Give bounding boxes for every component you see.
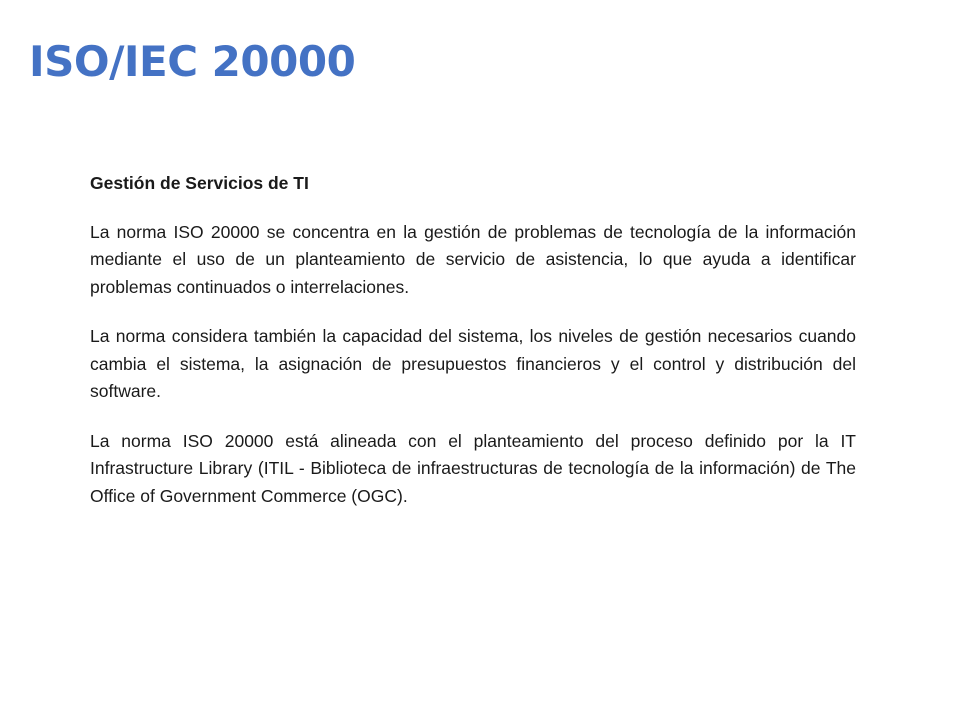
slide-content bbox=[90, 170, 856, 532]
slide-title: ISO/IEC 20000 bbox=[29, 37, 356, 86]
paragraph-system-capacity: La norma considera también la capacidad del sistema, los niveles de gestión necesarios cuando cambia el sistema, la asignación de presupuestos financieros y el control y distribución del software. bbox=[90, 326, 856, 401]
paragraph-problem-management: La norma ISO 20000 se concentra en la gestión de problemas de tecnología de la información mediante el uso de un planteamiento de servicio de asistencia, lo que ayuda a identificar problemas continuados o interrelaciones. bbox=[90, 221, 856, 297]
section-subtitle: Gestión de Servicios de TI bbox=[90, 173, 309, 193]
paragraph-itil-alignment: La norma ISO 20000 está alineada con el planteamiento del proceso definido por la IT Infrastructure Library (ITIL - Biblioteca de infraestructuras de tecnología de la información) de The Office of Government Commerce (OGC). bbox=[90, 430, 856, 506]
